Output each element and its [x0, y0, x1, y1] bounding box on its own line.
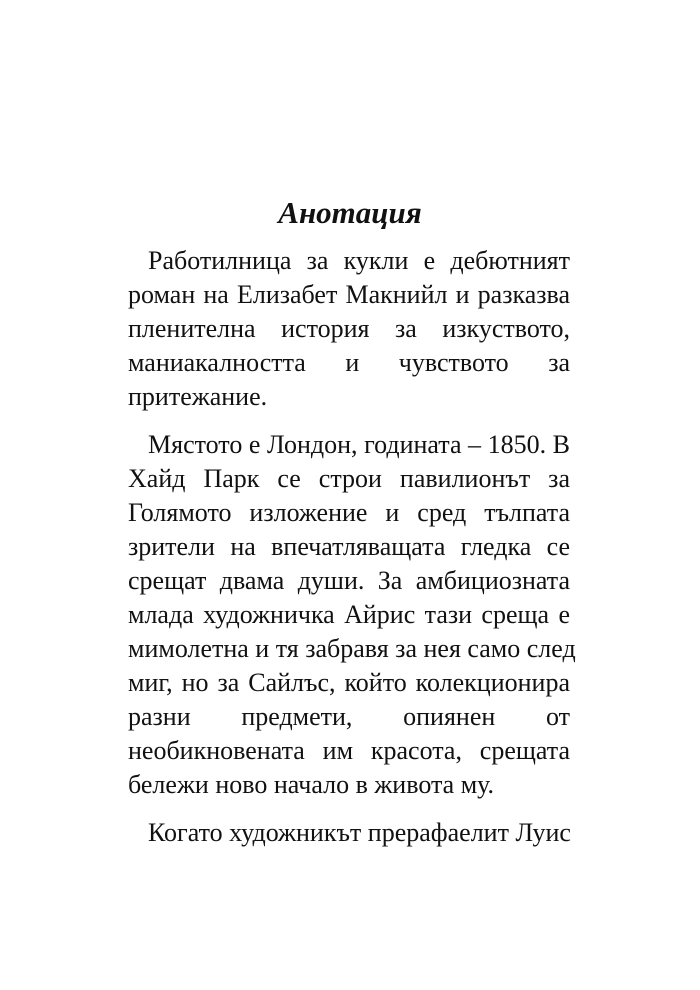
text-line: притежание.	[128, 382, 268, 411]
text-line: разни предмети, опиянен от	[128, 702, 570, 731]
text-line: Мястото е Лондон, годината – 1850. В	[148, 430, 570, 459]
text-line: пленителна история за изкуството,	[128, 314, 570, 343]
paragraph-2	[128, 428, 576, 802]
text-line: мимолетна и тя забравя за нея само след	[128, 634, 576, 663]
text-line: маниакалността и чувството за	[128, 348, 570, 377]
text-line: зрители на впечатляващата гледка се	[128, 532, 570, 561]
text-line: миг, но за Сайлъс, който колекционира	[128, 668, 570, 697]
text-line: Голямото изложение и сред тълпата	[128, 498, 570, 527]
text-line: млада художничка Айрис тази среща е	[128, 600, 570, 629]
text-line: Хайд Парк се строи павилионът за	[128, 464, 570, 493]
page-title: Анотация	[278, 195, 422, 230]
text-line: Когато художникът прерафаелит Луис	[148, 818, 571, 847]
text-line: Работилница за кукли е дебютният	[148, 246, 570, 275]
text-line: роман на Елизабет Макнийл и разказва	[128, 280, 570, 309]
text-line: необикновената им красота, срещата	[128, 736, 570, 765]
paragraph-1	[128, 244, 570, 414]
text-line: срещат двама души. За амбициозната	[128, 566, 570, 595]
text-line: бележи ново начало в живота му.	[128, 770, 495, 799]
paragraph-3	[128, 816, 570, 850]
